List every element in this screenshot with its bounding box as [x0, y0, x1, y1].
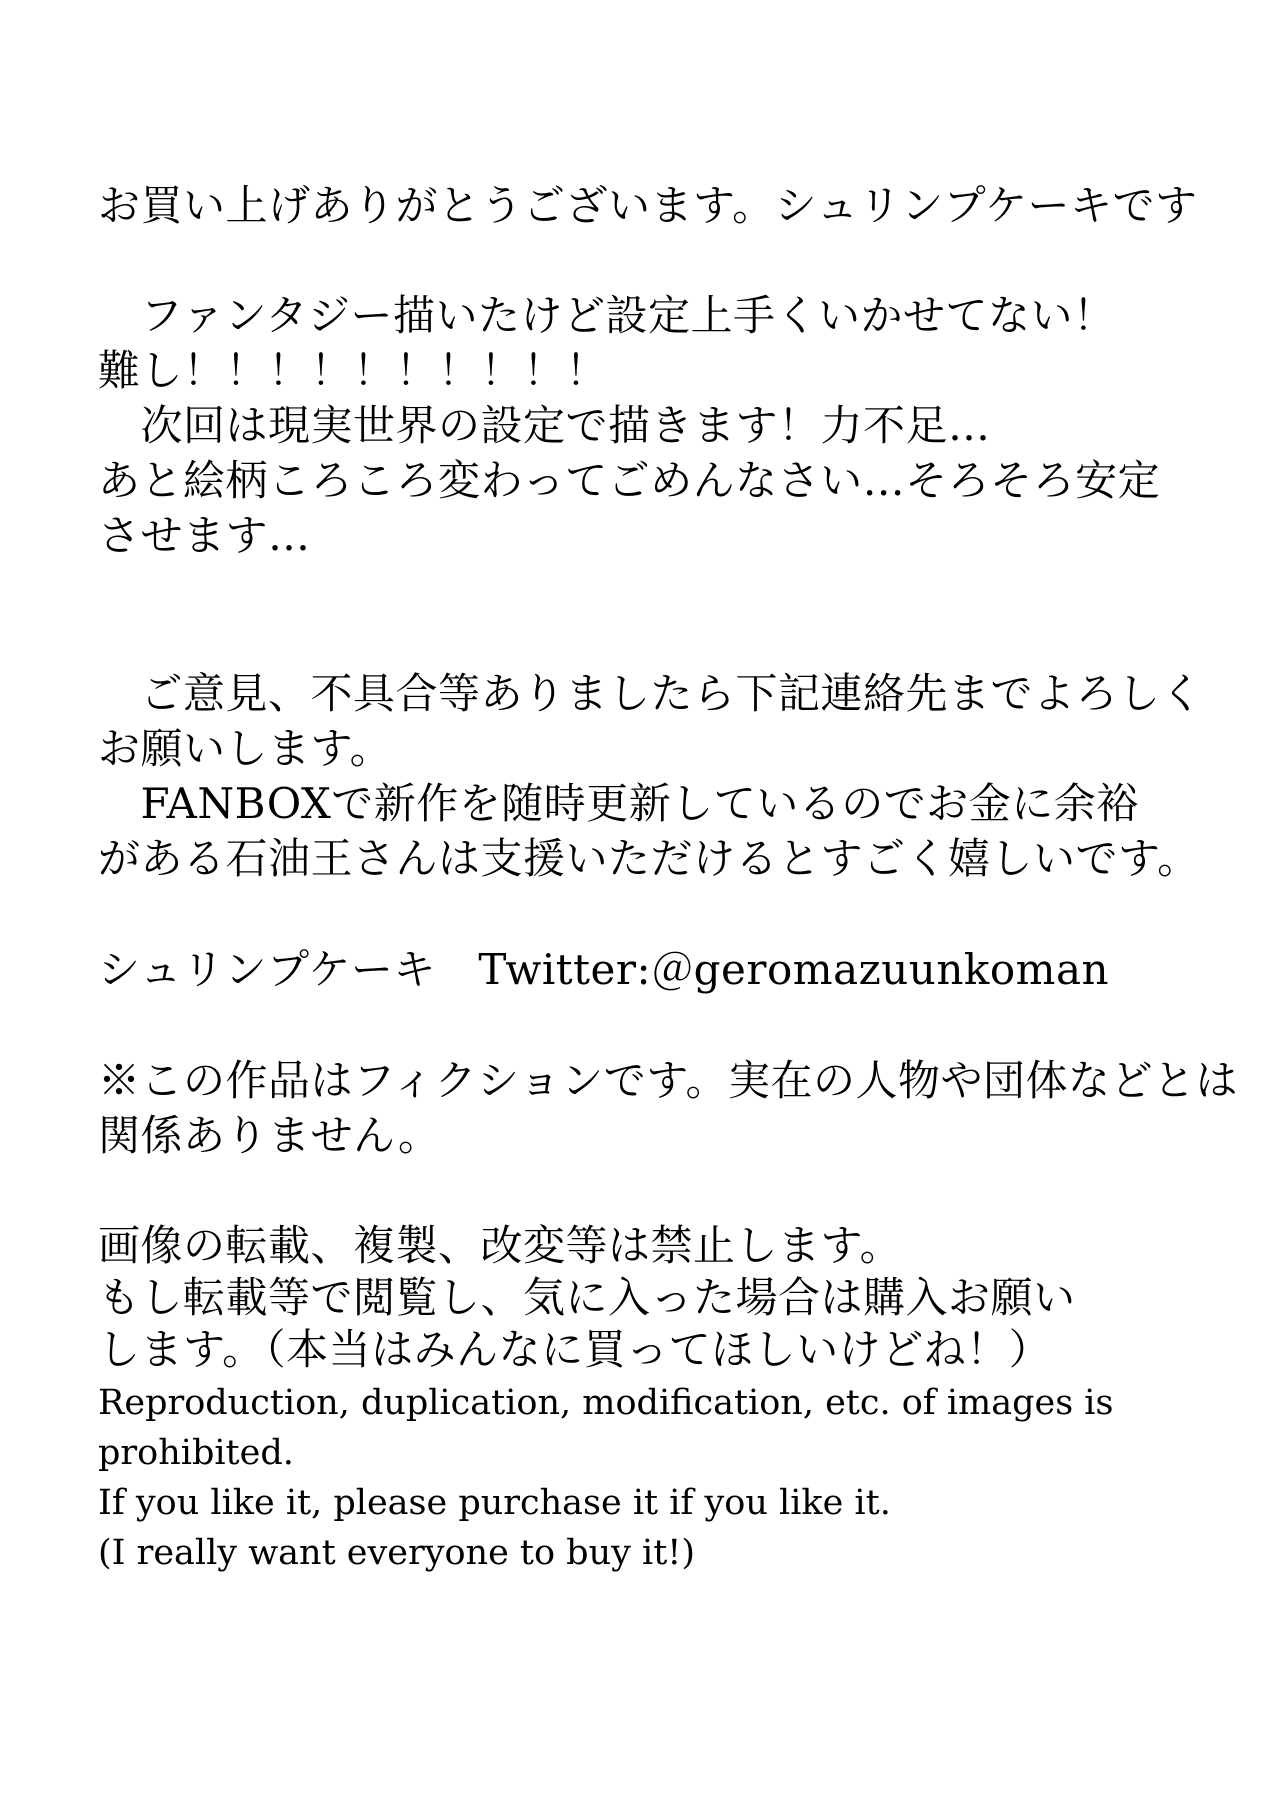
fiction-notice-line-2: 関係ありません。	[98, 1111, 441, 1160]
paragraph1-line-5: させます…	[98, 511, 311, 560]
contact-line: シュリンプケーキ Twitter:＠geromazuunkoman	[98, 945, 1110, 994]
prohibition-en-line-3: If you like it, please purchase it if you like it.	[98, 1483, 891, 1523]
greeting-line: お買い上げありがとうございます。シュリンプケーキです	[98, 181, 1198, 230]
paragraph2-line-2: お願いします。	[98, 724, 393, 773]
paragraph1-line-3: 次回は現実世界の設定で描きます！力不足…	[98, 401, 991, 450]
prohibition-jp-line-1: 画像の転載、複製、改変等は禁止します。	[98, 1221, 903, 1270]
paragraph2-line-4: がある石油王さんは支援いただけるとすごく嬉しいです。	[98, 834, 1200, 883]
paragraph1-line-4: あと絵柄ころころ変わってごめんなさい…そろそろ安定	[98, 456, 1161, 505]
prohibition-jp-line-2: もし転載等で閲覧し、気に入った場合は購入お願い	[98, 1273, 1076, 1322]
prohibition-jp-line-3: します。（本当はみんなに買ってほしいけどね！）	[98, 1325, 1052, 1374]
paragraph2-line-3: FANBOXで新作を随時更新しているのでお金に余裕	[98, 779, 1139, 828]
prohibition-en-line-2: prohibited.	[98, 1433, 294, 1473]
paragraph2-line-1: ご意見、不具合等ありましたら下記連絡先までよろしく	[98, 669, 1204, 718]
prohibition-en-line-4: (I really want everyone to buy it!)	[98, 1533, 695, 1573]
paragraph1-line-2: 難し！！！！！！！！！！	[98, 346, 609, 395]
prohibition-en-line-1: Reproduction, duplication, modification, etc. of images is	[98, 1383, 1114, 1423]
paragraph1-line-1: ファンタジー描いたけど設定上手くいかせてない！	[98, 291, 1116, 340]
fiction-notice-line-1: ※この作品はフィクションです。実在の人物や団体などとは	[98, 1056, 1238, 1105]
